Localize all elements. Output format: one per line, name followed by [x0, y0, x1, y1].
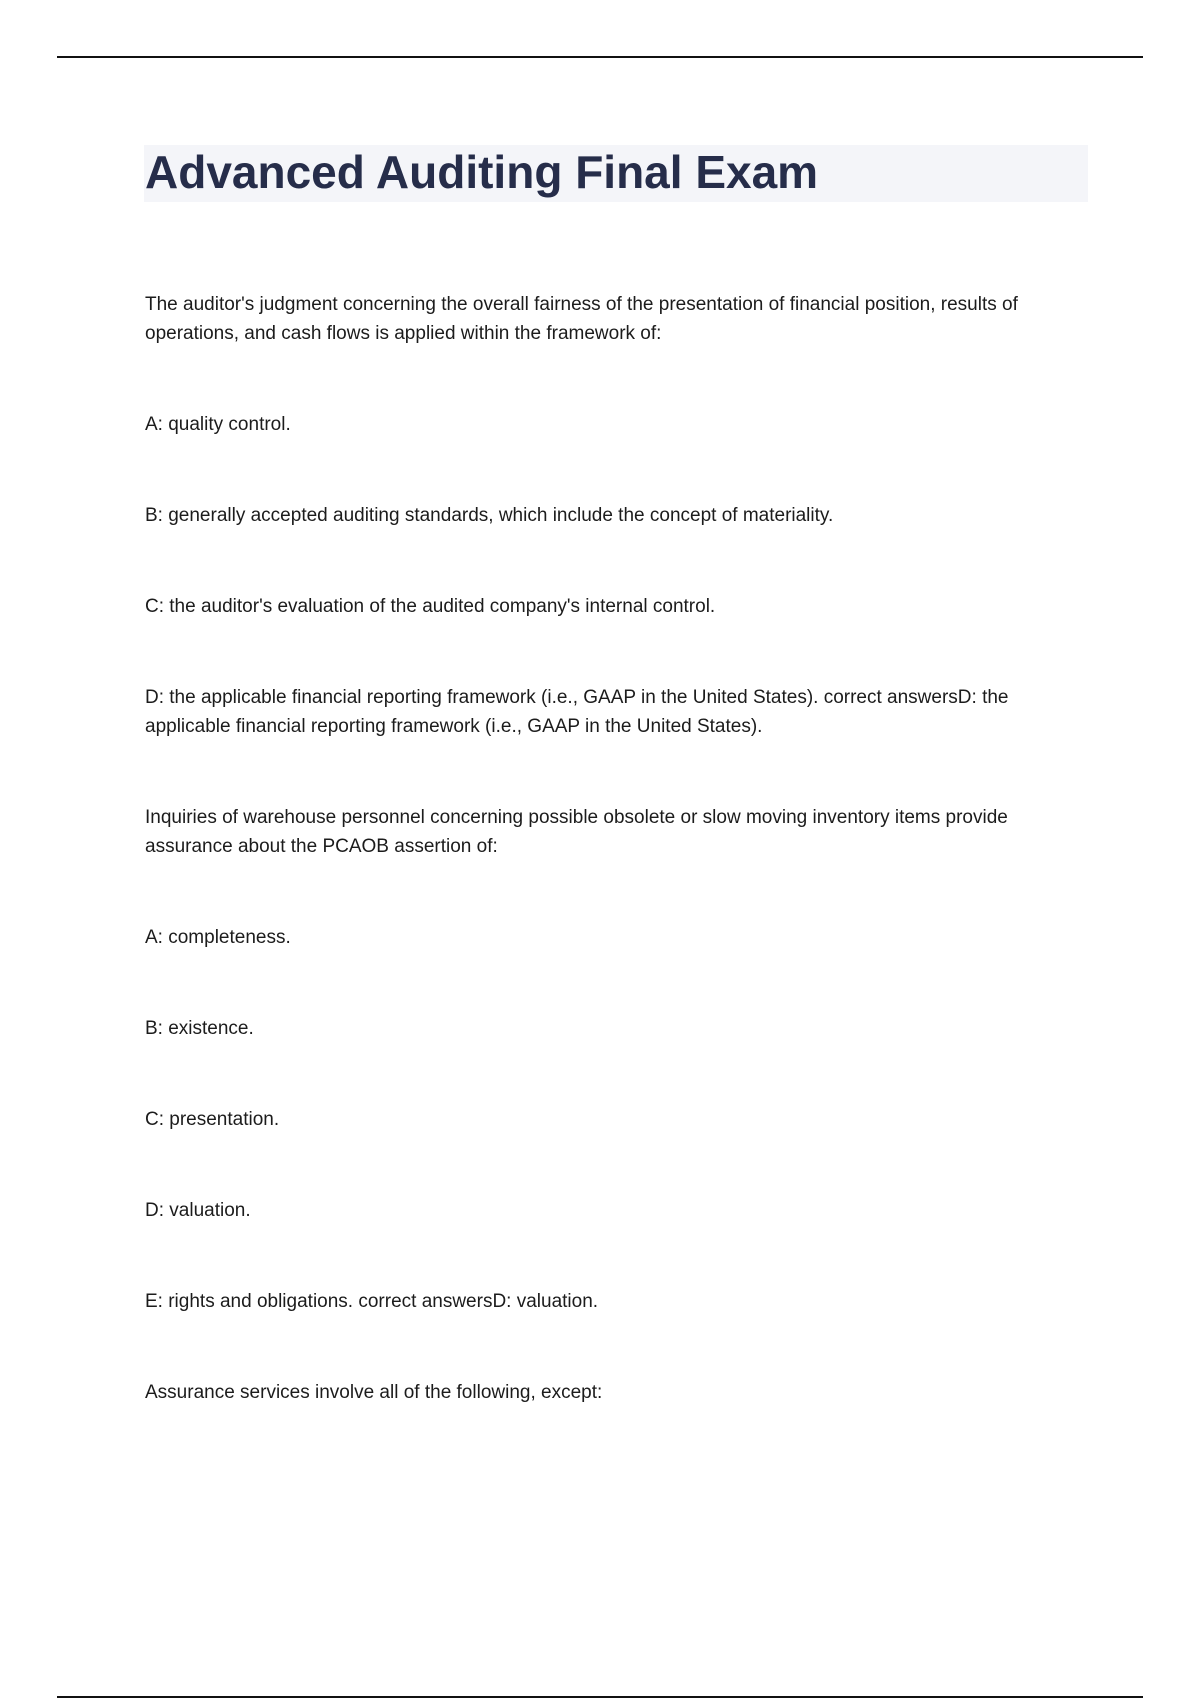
- question-1: The auditor's judgment concerning the overall fairness of the presentation of financial position, results of operations, and cash flows is applied within the framework of:: [145, 294, 1018, 344]
- document-body: [145, 290, 1080, 1469]
- question-2-option-d: D: valuation.: [145, 1200, 251, 1221]
- question-1-option-d-answer: D: the applicable financial reporting framework (i.e., GAAP in the United States). correct answersD: the applicable financial reporting framework (i.e., GAAP in the United States).: [145, 687, 1009, 737]
- question-1-option-c: C: the auditor's evaluation of the audited company's internal control.: [145, 596, 716, 617]
- question-2-option-a: A: completeness.: [145, 927, 291, 948]
- question-3: Assurance services involve all of the following, except:: [145, 1382, 603, 1403]
- question-2-option-b: B: existence.: [145, 1018, 254, 1039]
- question-2: Inquiries of warehouse personnel concerning possible obsolete or slow moving inventory items provide assurance about the PCAOB assertion of:: [145, 807, 1008, 857]
- question-2-option-c: C: presentation.: [145, 1109, 280, 1130]
- header-rule: [57, 56, 1143, 58]
- footer-rule: [57, 1696, 1143, 1698]
- question-1-option-a: A: quality control.: [145, 414, 291, 435]
- page-title: Advanced Auditing Final Exam: [145, 146, 819, 198]
- question-2-option-e-answer: E: rights and obligations. correct answersD: valuation.: [145, 1291, 599, 1312]
- question-1-option-b: B: generally accepted auditing standards, which include the concept of materiality.: [145, 505, 834, 526]
